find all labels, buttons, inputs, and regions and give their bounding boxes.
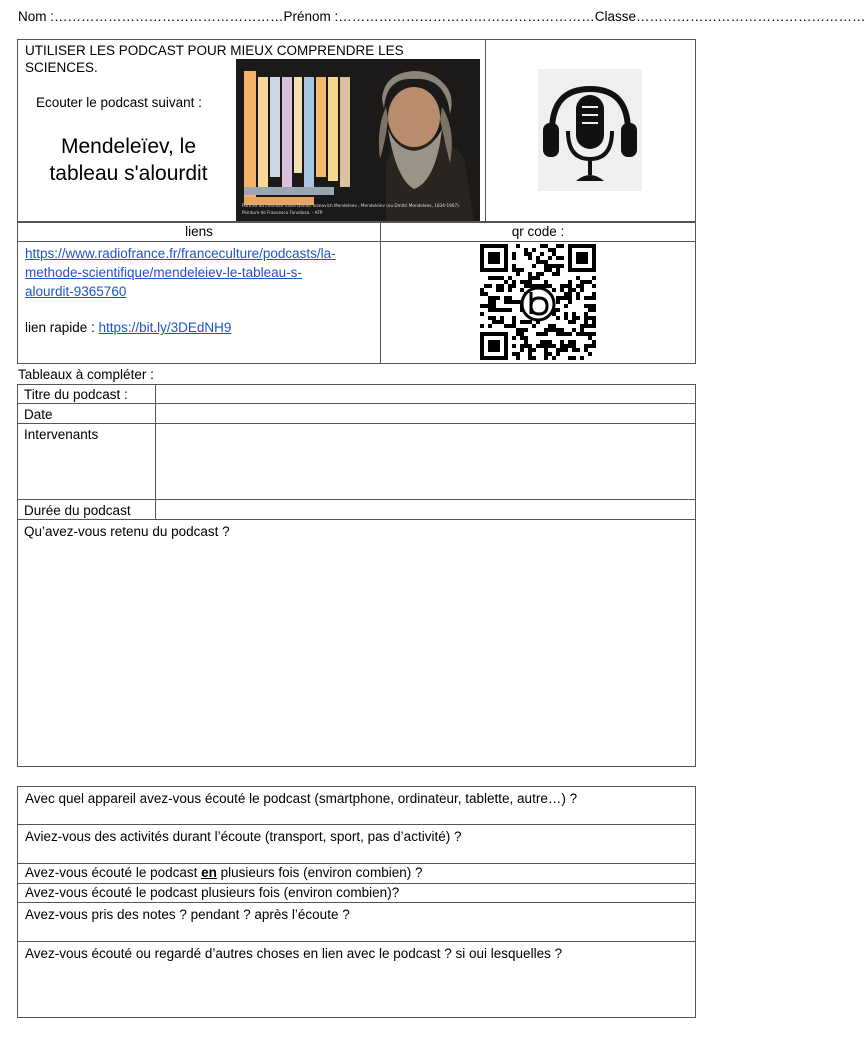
- nom-field[interactable]: Nom :……………………………………………: [18, 9, 284, 24]
- question-autres-choses: Avez-vous écouté ou regardé d’autres choses en lien avec le podcast ? si oui lesquelles ?: [25, 946, 563, 961]
- quick-link[interactable]: https://bit.ly/3DEdNH9: [98, 320, 232, 335]
- intro-divider: [485, 39, 486, 222]
- podcast-url-line-3[interactable]: alourdit-9365760: [25, 284, 127, 299]
- classe-field[interactable]: Classe……………………………………………: [594, 9, 866, 24]
- links-divider-h: [17, 241, 696, 242]
- podcast-url-line-1[interactable]: https://www.radiofrance.fr/franceculture/podcasts/la-: [25, 246, 336, 261]
- qr-code-icon: [480, 244, 596, 360]
- intro-instruction: Ecouter le podcast suivant :: [36, 95, 202, 110]
- podcast-url-line-2[interactable]: methode-scientifique/mendeleiev-le-tableau-s-: [25, 265, 302, 280]
- duree-input-cell[interactable]: [156, 500, 695, 519]
- intervenants-input-cell[interactable]: [156, 424, 695, 499]
- question-appareil: Avec quel appareil avez-vous écouté le podcast (smartphone, ordinateur, tablette, autre…) ?: [25, 791, 578, 806]
- mendeleev-portrait: [236, 59, 480, 221]
- links-divider-v: [380, 222, 381, 364]
- student-info-line: [18, 9, 866, 24]
- tables-caption: Tableaux à compléter :: [18, 367, 154, 382]
- retenu-input-area[interactable]: [18, 540, 695, 766]
- titre-input-cell[interactable]: [156, 385, 695, 403]
- row-label-date: Date: [24, 407, 53, 422]
- row-label-intervenants: Intervenants: [24, 427, 99, 442]
- question-en-plusieurs-fois: [18, 863, 695, 884]
- question-activites: Aviez-vous des activités durant l’écoute (transport, sport, pas d’activité) ?: [25, 829, 462, 844]
- row-label-titre: Titre du podcast :: [24, 387, 128, 402]
- photo-caption-1: Portrait du chimiste russe Dimitri Ivanovich Mendeleev , Mendeleïev (ou Dmitri Mendeleev, 1834-1907).: [242, 203, 461, 208]
- q3-bold: en: [201, 865, 217, 880]
- microphone-headphones-icon: [538, 69, 642, 191]
- q3-before: Avez-vous écouté le podcast: [25, 865, 202, 880]
- podcast-url[interactable]: [25, 244, 380, 301]
- prenom-field[interactable]: Prénom :…………………………………………………: [283, 9, 595, 24]
- podcast-title: Mendeleïev, le tableau s'alourdit: [49, 135, 208, 185]
- quick-link-row: [25, 320, 380, 335]
- retenu-label: Qu’avez-vous retenu du podcast ?: [24, 524, 230, 539]
- question-plusieurs-fois: Avez-vous écouté le podcast plusieurs fois (environ combien)?: [25, 885, 400, 900]
- intro-heading: UTILISER LES PODCAST POUR MIEUX COMPRENDRE LES SCIENCES.: [25, 43, 404, 75]
- photo-caption-2: Peinture de Francesco Fonollosa. - AFP: [242, 210, 323, 215]
- links-header: liens: [185, 224, 213, 239]
- q3-after: plusieurs fois (environ combien) ?: [216, 865, 423, 880]
- row-label-duree: Durée du podcast: [24, 503, 131, 518]
- question-notes: Avez-vous pris des notes ? pendant ? après l’écoute ?: [25, 907, 350, 922]
- quick-link-label: lien rapide :: [25, 320, 99, 335]
- date-input-cell[interactable]: [156, 404, 695, 423]
- qr-header: qr code :: [511, 224, 565, 239]
